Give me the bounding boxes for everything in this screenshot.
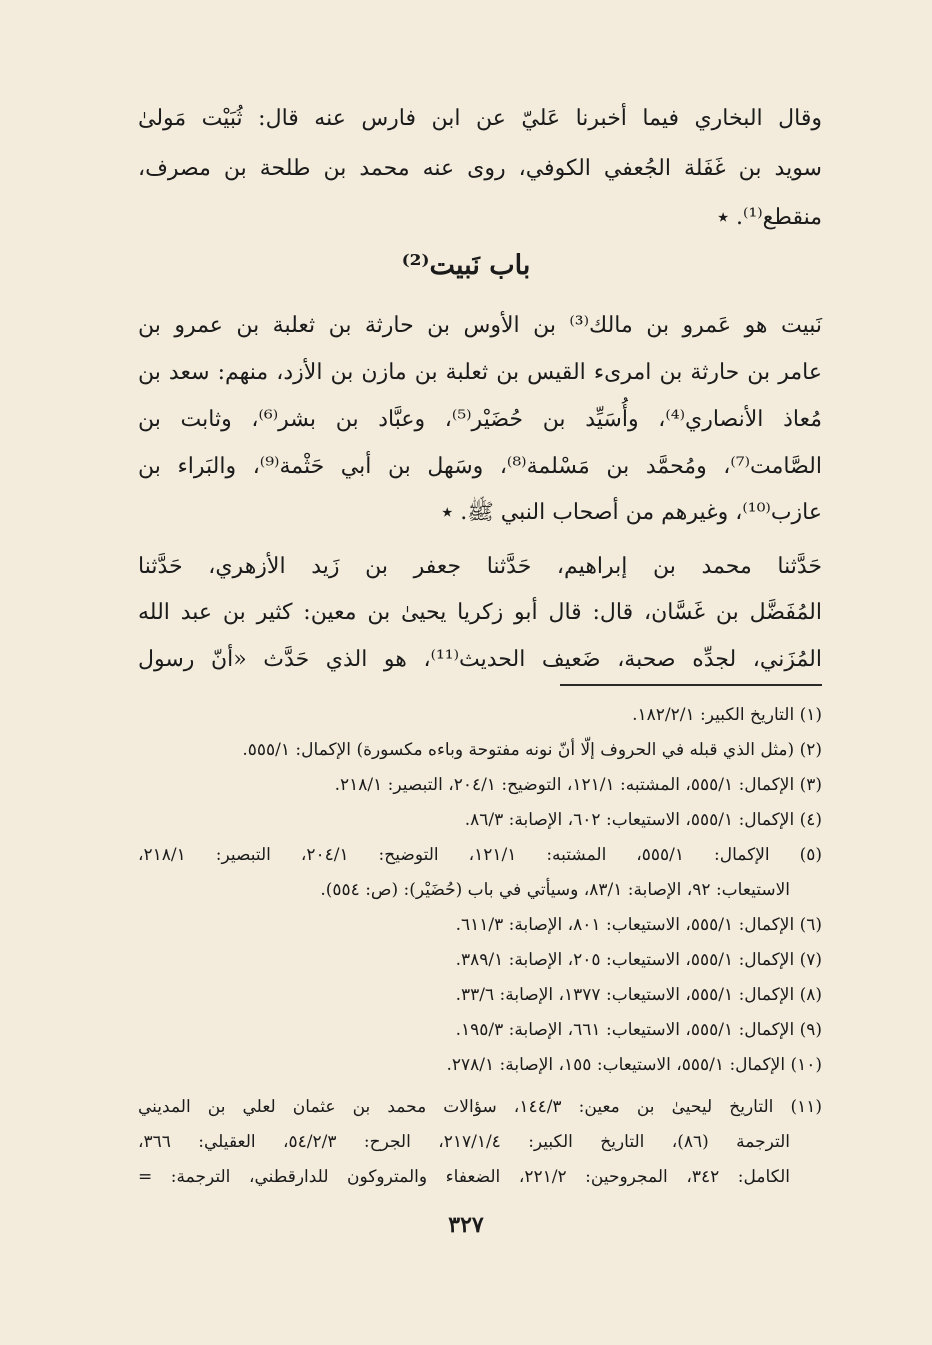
paragraph-2-line-4: الصَّامت⁽⁷⁾، ومُحمَّد بن مَسْلمة⁽⁸⁾، وسَهل بن أبي حَثْمة⁽⁹⁾، والبَراء بن [138, 454, 822, 479]
footnote-9: (٩) الإكمال: ٥٥٥/١، الاستيعاب: ٦٦١، الإصابة: ١٩٥/٣. [455, 1020, 822, 1040]
footnote-2: (٢) (مثل الذي قبله في الحروف إلّا أنّ نونه مفتوحة وباءه مكسورة) الإكمال: ٥٥٥/١. [242, 740, 822, 760]
footnote-1: (١) التاريخ الكبير: ١٨٢/٢/١. [632, 705, 822, 725]
footnote-4: (٤) الإكمال: ٥٥٥/١، الاستيعاب: ٦٠٢، الإصابة: ٨٦/٣. [464, 810, 822, 830]
footnote-7: (٧) الإكمال: ٥٥٥/١، الاستيعاب: ٢٠٥، الإصابة: ٣٨٩/١. [455, 950, 822, 970]
footnote-11-continued-2: الكامل: ٣٤٢، المجروحين: ٢٢١/٢، الضعفاء والمتروكون للدارقطني، الترجمة: = [138, 1167, 790, 1187]
paragraph-3-line-3: المُزَني، لجدِّه صحبة، ضَعيف الحديث⁽¹¹⁾، هو الذي حَدَّث «أنّ رسول [138, 647, 822, 672]
footnote-10: (١٠) الإكمال: ٥٥٥/١، الاستيعاب: ١٥٥، الإصابة: ٢٧٨/١. [446, 1055, 822, 1075]
footnote-8: (٨) الإكمال: ٥٥٥/١، الاستيعاب: ١٣٧٧، الإصابة: ٣٣/٦. [455, 985, 822, 1005]
paragraph-2-line-2: عامر بن حارثة بن امرىء القيس بن ثعلبة بن مازن بن الأزد، منهم: سعد بن [138, 360, 822, 385]
paragraph-1-line-1: وقال البخاري فيما أخبرنا عَليّ عن ابن فارس عنه قال: ثُبَيْت مَولىٰ [138, 106, 822, 131]
footnote-6: (٦) الإكمال: ٥٥٥/١، الاستيعاب: ٨٠١، الإصابة: ٦١١/٣. [455, 915, 822, 935]
paragraph-1-line-2: سويد بن غَفَلة الجُعفي الكوفي، روى عنه محمد بن طلحة بن مصرف، [138, 156, 822, 181]
footnote-separator [560, 684, 822, 686]
paragraph-3-line-2: المُفَضَّل بن غَسَّان، قال: قال أبو زكريا يحيىٰ بن معين: كثير بن عبد الله [138, 600, 822, 625]
footnote-5: (٥) الإكمال: ٥٥٥/١، المشتبه: ١٢١/١، التوضيح: ٢٠٤/١، التبصير: ٢١٨/١، [138, 845, 822, 865]
footnote-3: (٣) الإكمال: ٥٥٥/١، المشتبه: ١٢١/١، التوضيح: ٢٠٤/١، التبصير: ٢١٨/١. [334, 775, 822, 795]
paragraph-1-line-3: منقطع⁽¹⁾. ٭ [717, 205, 822, 230]
section-heading: باب نَبيت⁽²⁾ [401, 250, 531, 281]
paragraph-2-line-5: عازب⁽¹⁰⁾، وغيرهم من أصحاب النبي ﷺ. ٭ [441, 500, 822, 525]
paragraph-2-line-1: نَبيت هو عَمرو بن مالك⁽³⁾ بن الأوس بن حارثة بن ثعلبة بن عمرو بن [138, 313, 822, 338]
paragraph-3-line-1: حَدَّثنا محمد بن إبراهيم، حَدَّثنا جعفر بن زَيد الأزهري، حَدَّثنا [138, 554, 822, 579]
footnote-11-continued-1: الترجمة (٨٦)، التاريخ الكبير: ٢١٧/١/٤، الجرح: ٥٤/٢/٣، العقيلي: ٣٦٦، [138, 1132, 790, 1152]
paragraph-2-line-3: مُعاذ الأنصاري⁽⁴⁾، وأُسَيِّد بن حُضَيْر⁽⁵⁾، وعبَّاد بن بشر⁽⁶⁾، وثابت بن [138, 407, 822, 432]
footnote-11: (١١) التاريخ ليحيىٰ بن معين: ١٤٤/٣، سؤالات محمد بن عثمان لعلي بن المديني [138, 1097, 823, 1117]
footnote-5-continued: الاستيعاب: ٩٢، الإصابة: ٨٣/١، وسيأتي في باب (حُضَيْر): (ص: ٥٥٤). [320, 880, 790, 900]
page-number: ٣٢٧ [448, 1212, 484, 1238]
